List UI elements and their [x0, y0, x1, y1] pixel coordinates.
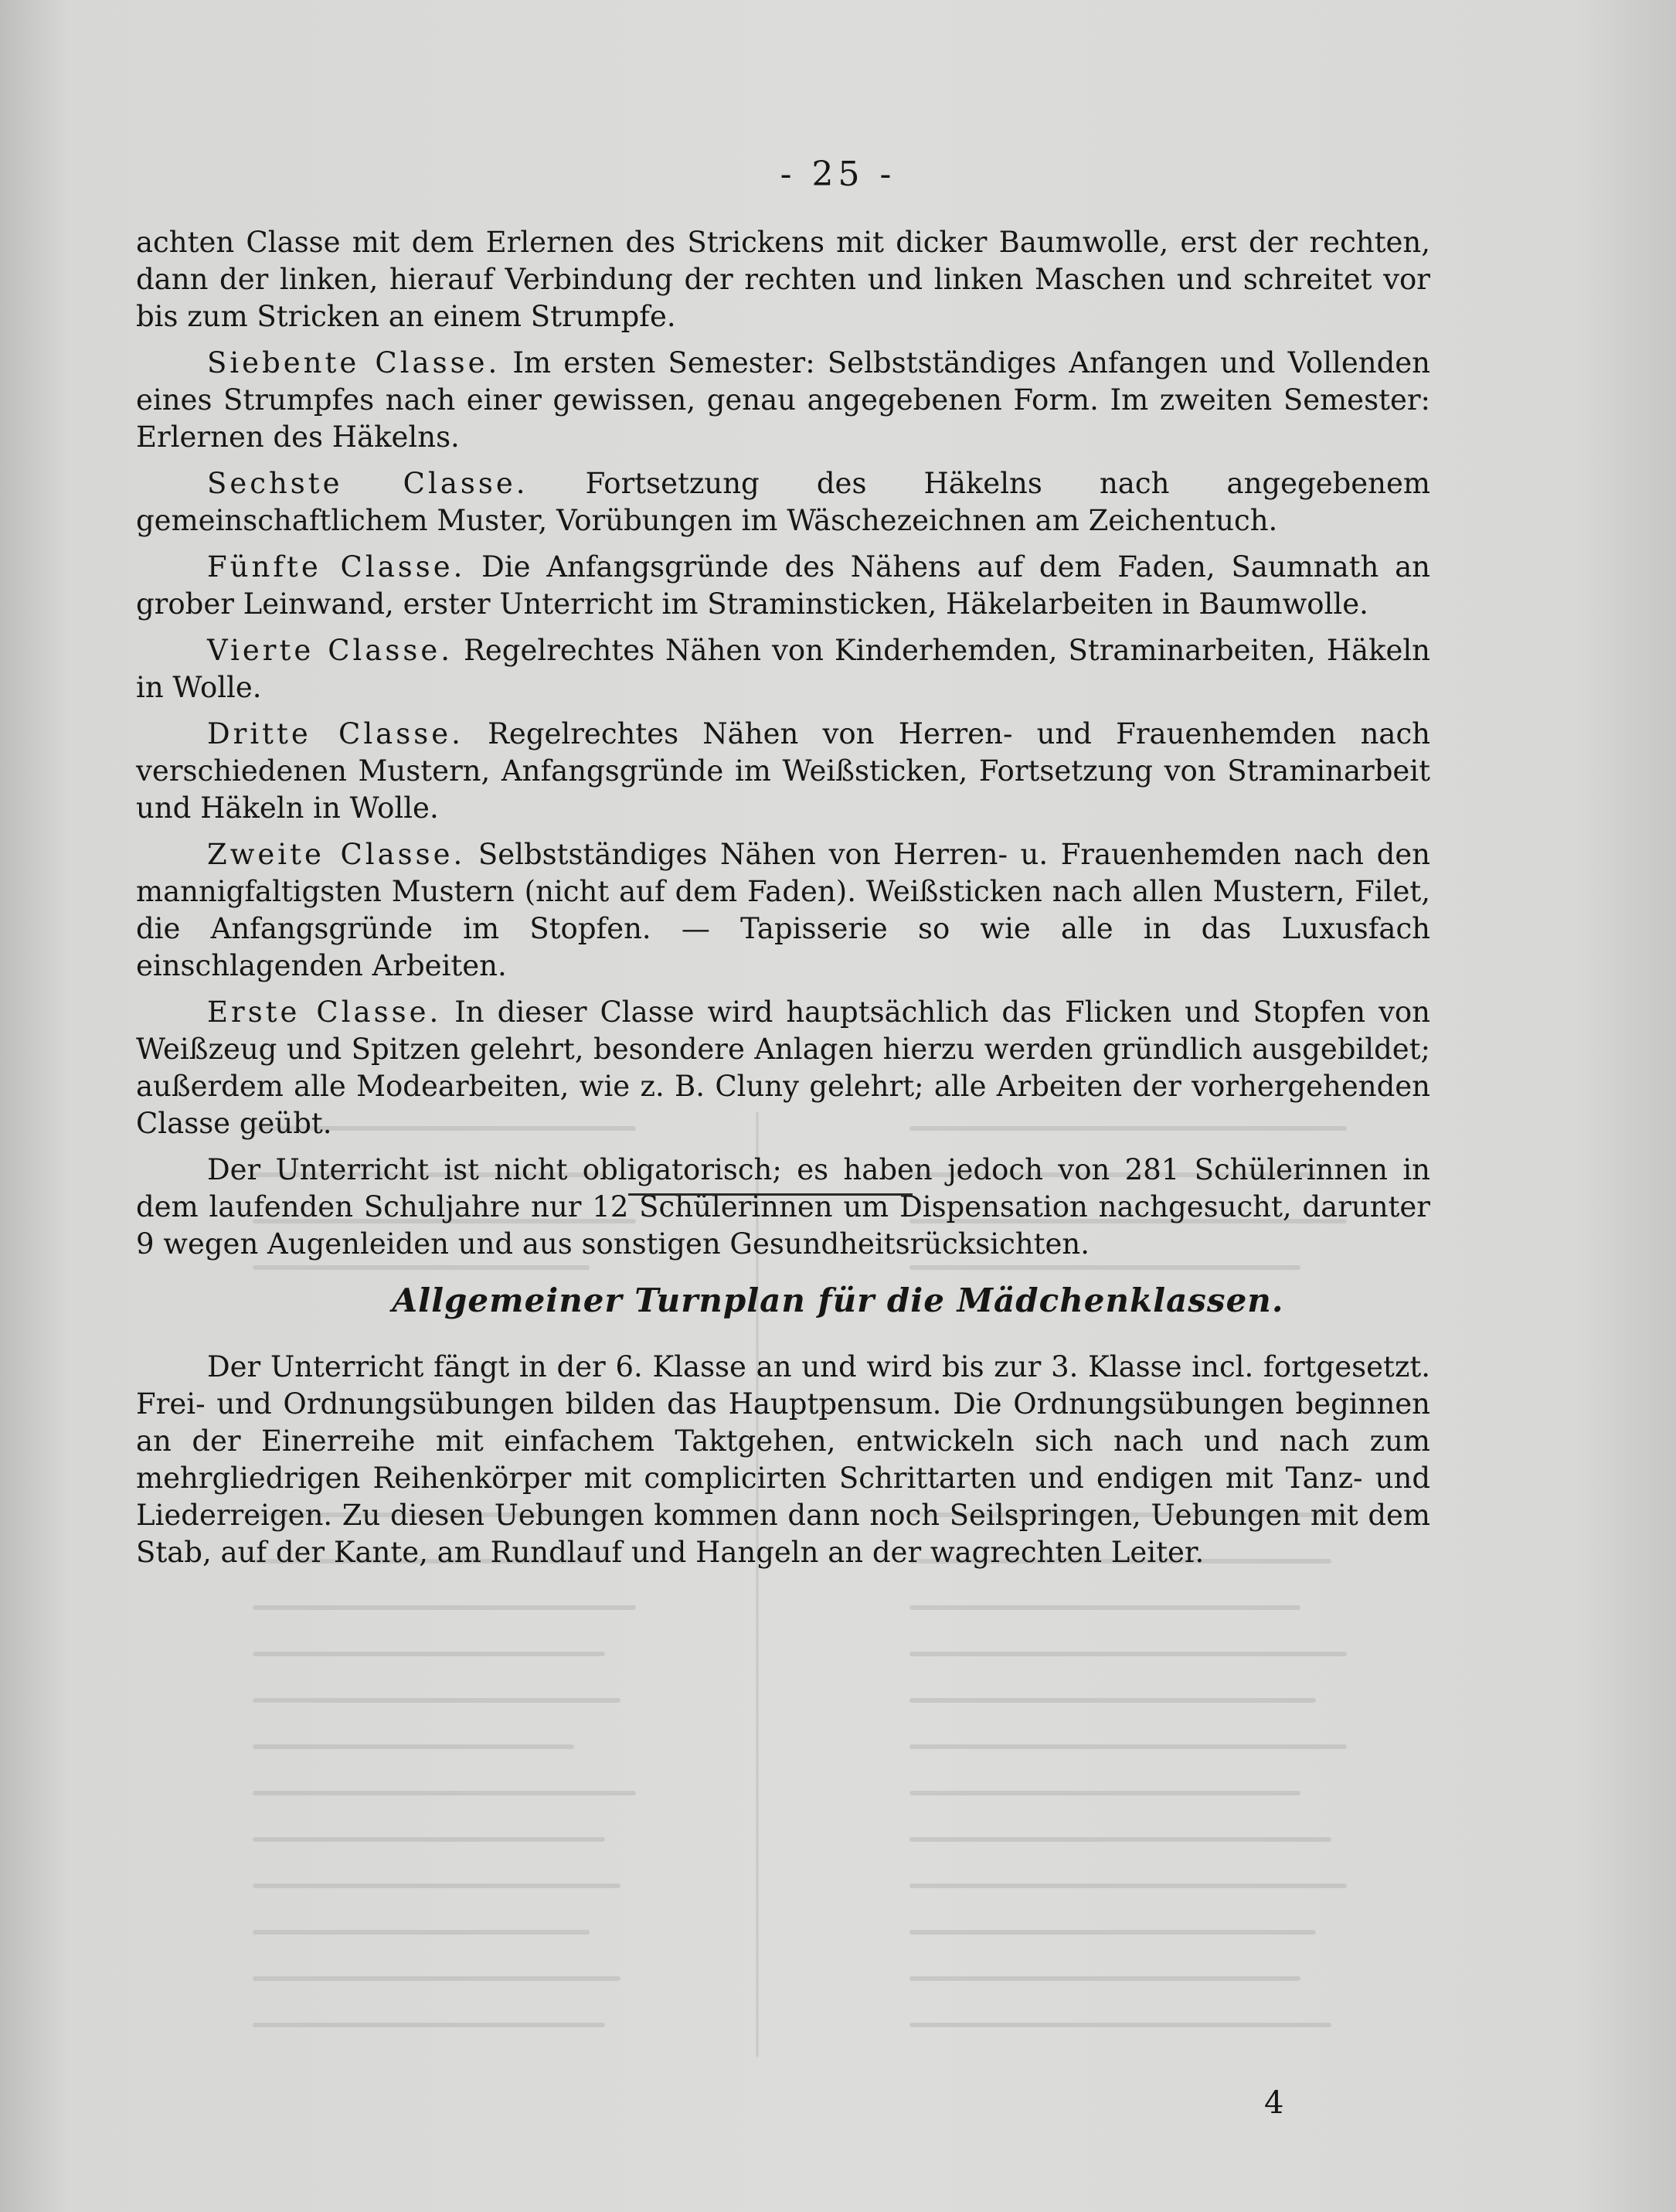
gymnastics-plan-text [136, 1349, 1430, 1581]
section-divider [628, 1193, 913, 1196]
paragraph-text: Regelrechtes Nähen von Herren- und Frauenhemden nach verschiedenen Mustern, Anfangsgründe im Weißsticken, Fortsetzung von Straminarbeit und Häkeln in Wolle. [136, 717, 1431, 825]
paragraph [136, 836, 1430, 985]
paragraph-text: Regelrechtes Nähen von Kinderhemden, Straminarbeiten, Häkeln in Wolle. [136, 634, 1430, 704]
paragraph-lead: Erste Classe. [207, 995, 442, 1029]
paragraph-lead: Fünfte Classe. [207, 550, 466, 584]
paragraph-lead: Vierte Classe. [207, 634, 454, 667]
paragraph [136, 994, 1430, 1142]
paragraph-text: Fortsetzung des Häkelns nach angegebenem gemeinschaftlichem Muster, Vorübungen im Wäschezeichnen am Zeichentuch. [136, 467, 1430, 537]
paragraph-text: Der Unterricht fängt in der 6. Klasse an und wird bis zur 3. Klasse incl. fortgesetzt. Frei- und Ordnungsübungen bilden das Hauptpensum. Die Ordnungsübungen beginnen an der Einerreihe mit einfachem Taktgehen, entwickeln sich nach und nach zum mehrgliedrigen Reihenkörper mit complicirten Schrittarten und endigen mit Tanz- und Liederreigen. Zu diesen Uebungen kommen dann noch Seilspringen, Uebungen mit dem Stab, auf der Kante, am Rundlauf und Hangeln an der wagrechten Leiter. [136, 1350, 1430, 1569]
paragraph-lead: Sechste Classe. [207, 467, 529, 500]
paragraph [136, 1349, 1430, 1571]
paragraph-lead: Siebente Classe. [207, 346, 501, 379]
signature-mark: 4 [1264, 2085, 1284, 2121]
paragraph [136, 1152, 1430, 1263]
paragraph-text: In dieser Classe wird hauptsächlich das Flicken und Stopfen von Weißzeug und Spitzen gelehrt, besondere Anlagen hierzu werden gründlich ausgebildet; außerdem alle Modearbeiten, wie z. B. Cluny gelehrt; alle Arbeiten der vorhergehenden Classe geübt. [136, 995, 1431, 1140]
paragraph-text: Selbstständiges Nähen von Herren- u. Frauenhemden nach den mannigfaltigsten Mustern (nicht auf dem Faden). Weißsticken nach allen Mustern, Filet, die Anfangsgründe im Stopfen. — Tapisserie so wie alle in das Luxusfach einschlagenden Arbeiten. [136, 838, 1430, 982]
paragraph-text: Im ersten Semester: Selbstständiges Anfangen und Vollenden eines Strumpfes nach einer gewissen, genau angegebenen Form. Im zweiten Semester: Erlernen des Häkelns. [136, 346, 1430, 454]
paragraph [136, 224, 1430, 335]
paragraph [136, 716, 1430, 827]
paragraph [136, 632, 1430, 706]
section-heading: Allgemeiner Turnplan für die Mädchenklassen. [392, 1281, 1284, 1319]
paragraph [136, 549, 1430, 623]
paragraph-lead: Dritte Classe. [207, 717, 464, 750]
paragraph-text: Der Unterricht ist nicht obligatorisch; es haben jedoch von 281 Schülerinnen in dem laufenden Schuljahre nur 12 Schülerinnen um Dispensation nachgesucht, darunter 9 wegen Augenleiden und aus sonstigen Gesundheitsrücksichten. [136, 1153, 1430, 1261]
page-number: - 25 - [780, 155, 896, 194]
paragraph [136, 345, 1430, 456]
paragraph [136, 465, 1430, 539]
curriculum-text [136, 224, 1430, 1272]
paragraph-lead: Zweite Classe. [207, 838, 466, 871]
paragraph-text: achten Classe mit dem Erlernen des Strickens mit dicker Baumwolle, erst der rechten, dann der linken, hierauf Verbindung der rechten und linken Maschen und schreitet vor bis zum Stricken an einem Strumpfe. [136, 226, 1430, 333]
paragraph-text: Die Anfangsgründe des Nähens auf dem Faden, Saumnath an grober Leinwand, erster Unterricht im Straminsticken, Häkelarbeiten in Baumwolle. [136, 550, 1431, 621]
